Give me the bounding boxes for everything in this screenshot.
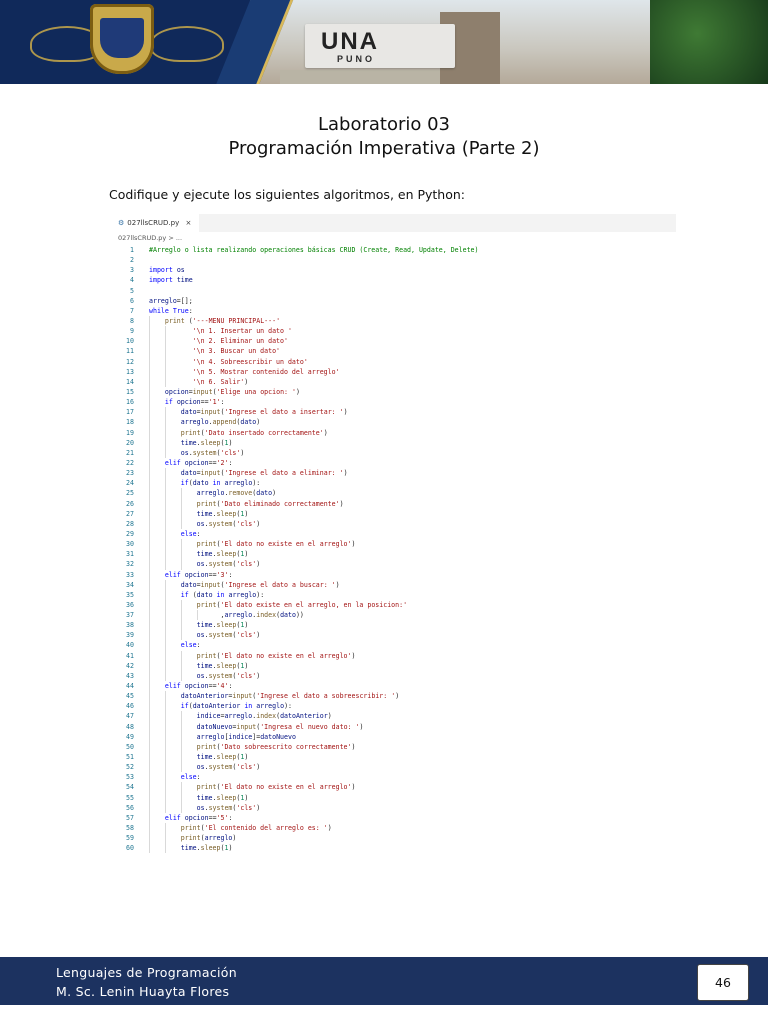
- line-number: 55: [126, 793, 134, 802]
- line-number: 35: [126, 590, 134, 599]
- code-line: [110, 275, 676, 285]
- code-editor: [110, 214, 676, 864]
- code-line: [110, 590, 676, 600]
- line-number: 6: [130, 296, 134, 305]
- code-line: [110, 742, 676, 752]
- line-number: 47: [126, 712, 134, 721]
- sign-main-text: UNA: [321, 28, 379, 55]
- code-line: [110, 316, 676, 326]
- code-text: os.system('cls'): [196, 763, 261, 772]
- code-line: [110, 417, 676, 427]
- code-line: [110, 377, 676, 387]
- line-number: 32: [126, 560, 134, 569]
- line-number: 27: [126, 509, 134, 518]
- code-text: datoNuevo=input('Ingresa el nuevo dato: '): [196, 722, 364, 731]
- line-number: 49: [126, 732, 134, 741]
- code-line: [110, 509, 676, 519]
- line-number: 12: [126, 357, 134, 366]
- code-text: time.sleep(1): [196, 753, 249, 762]
- line-number: 15: [126, 387, 134, 396]
- code-line: [110, 357, 676, 367]
- code-line: [110, 346, 676, 356]
- code-text: '\n 6. Salir'): [192, 377, 249, 386]
- code-text: ,arreglo.index(dato)): [149, 611, 304, 620]
- code-text: '\n 5. Mostrar contenido del arreglo': [192, 367, 340, 376]
- breadcrumb: 027llsCRUD.py > ...: [118, 234, 183, 242]
- line-number: 58: [126, 824, 134, 833]
- una-puno-sign: [305, 24, 455, 68]
- code-line: [110, 255, 676, 265]
- code-text: if opcion=='1':: [164, 398, 225, 407]
- code-line: [110, 772, 676, 782]
- line-number: 52: [126, 763, 134, 772]
- banner-wall: [280, 70, 450, 84]
- code-text: if(dato in arreglo):: [180, 479, 261, 488]
- line-number: 9: [130, 327, 134, 336]
- line-number: 59: [126, 834, 134, 843]
- footer-course: Lenguajes de Programación: [56, 965, 237, 980]
- code-line: [110, 630, 676, 640]
- code-line: [110, 671, 676, 681]
- code-line: [110, 691, 676, 701]
- code-text: while True:: [149, 306, 193, 315]
- footer-author: M. Sc. Lenin Huayta Flores: [56, 984, 230, 999]
- line-number: 4: [130, 276, 134, 285]
- line-number: 20: [126, 438, 134, 447]
- code-text: print('El dato existe en el arreglo, en la posicion:': [196, 600, 408, 609]
- code-line: [110, 539, 676, 549]
- code-text: os.system('cls'): [196, 560, 261, 569]
- line-number: 45: [126, 692, 134, 701]
- code-text: import time: [149, 276, 193, 285]
- code-line: [110, 793, 676, 803]
- line-number: 13: [126, 367, 134, 376]
- line-number: 33: [126, 570, 134, 579]
- line-number: 37: [126, 611, 134, 620]
- code-line: [110, 833, 676, 843]
- code-text: os.system('cls'): [196, 519, 261, 528]
- code-text: time.sleep(1): [196, 621, 249, 630]
- code-text: else:: [180, 641, 201, 650]
- line-number: 7: [130, 306, 134, 315]
- line-number: 19: [126, 428, 134, 437]
- line-number: 14: [126, 377, 134, 386]
- line-number: 22: [126, 458, 134, 467]
- code-line: [110, 722, 676, 732]
- line-number: 31: [126, 550, 134, 559]
- line-number: 10: [126, 337, 134, 346]
- code-line: [110, 640, 676, 650]
- code-text: print('El dato no existe en el arreglo'): [196, 540, 356, 549]
- code-text: elif opcion=='2':: [164, 458, 233, 467]
- code-text: time.sleep(1): [180, 844, 233, 853]
- code-text: print('Dato sobreescrito correctamente'): [196, 742, 356, 751]
- line-number: 44: [126, 682, 134, 691]
- line-number: 34: [126, 580, 134, 589]
- code-text: opcion=input('Elige una opcion: '): [164, 387, 300, 396]
- code-line: [110, 265, 676, 275]
- line-number: 43: [126, 671, 134, 680]
- code-text: os.system('cls'): [196, 671, 261, 680]
- editor-tab[interactable]: [110, 214, 199, 232]
- code-text: indice=arreglo.index(datoAnterior): [196, 712, 332, 721]
- code-line: [110, 600, 676, 610]
- code-line: [110, 387, 676, 397]
- code-text: print('El contenido del arreglo es: '): [180, 824, 332, 833]
- code-line: [110, 701, 676, 711]
- code-text: arreglo[indice]=datoNuevo: [196, 732, 296, 741]
- code-line: [110, 559, 676, 569]
- code-line: [110, 245, 676, 255]
- code-line: [110, 529, 676, 539]
- code-text: print('El dato no existe en el arreglo'): [196, 783, 356, 792]
- code-text: print('Dato insertado correctamente'): [180, 428, 328, 437]
- code-lines: [110, 245, 676, 853]
- code-line: [110, 651, 676, 661]
- line-number: 46: [126, 702, 134, 711]
- line-number: 51: [126, 753, 134, 762]
- tab-label: 027llsCRUD.py: [127, 219, 180, 227]
- code-line: [110, 428, 676, 438]
- line-number: 18: [126, 418, 134, 427]
- code-line: [110, 438, 676, 448]
- code-line: [110, 752, 676, 762]
- line-number: 11: [126, 347, 134, 356]
- line-number: 21: [126, 448, 134, 457]
- code-text: time.sleep(1): [196, 509, 249, 518]
- line-number: 36: [126, 600, 134, 609]
- code-line: [110, 458, 676, 468]
- line-number: 25: [126, 489, 134, 498]
- code-line: [110, 519, 676, 529]
- code-line: [110, 448, 676, 458]
- editor-tab-bar: [110, 214, 676, 232]
- line-number: 57: [126, 813, 134, 822]
- python-file-icon: ⚙: [118, 219, 125, 227]
- code-text: '\n 4. Sobreescribir un dato': [192, 357, 308, 366]
- code-line: [110, 762, 676, 772]
- line-number: 24: [126, 479, 134, 488]
- line-number: 17: [126, 408, 134, 417]
- code-text: dato=input('Ingrese el dato a buscar: '): [180, 580, 340, 589]
- code-line: [110, 813, 676, 823]
- code-text: os.system('cls'): [196, 631, 261, 640]
- code-text: arreglo.append(dato): [180, 418, 261, 427]
- instructions: Codifique y ejecute los siguientes algoritmos, en Python:: [109, 187, 466, 202]
- code-text: import os: [149, 266, 185, 275]
- code-line: [110, 336, 676, 346]
- code-text: elif opcion=='4':: [164, 682, 233, 691]
- line-number: 29: [126, 529, 134, 538]
- code-line: [110, 367, 676, 377]
- code-line: [110, 549, 676, 559]
- lab-title: Laboratorio 03: [317, 114, 451, 135]
- header-banner: [0, 0, 768, 84]
- code-line: [110, 326, 676, 336]
- lab-subtitle: Programación Imperativa (Parte 2): [228, 138, 540, 159]
- code-line: [110, 803, 676, 813]
- code-text: #Arreglo o lista realizando operaciones básicas CRUD (Create, Read, Update, Delete): [149, 246, 479, 254]
- code-line: [110, 823, 676, 833]
- sign-sub-text: PUNO: [337, 54, 376, 64]
- line-number: 56: [126, 803, 134, 812]
- code-line: [110, 570, 676, 580]
- code-text: print('El dato no existe en el arreglo'): [196, 651, 356, 660]
- code-line: [110, 681, 676, 691]
- code-line: [110, 661, 676, 671]
- line-number: 8: [130, 316, 134, 325]
- code-line: [110, 711, 676, 721]
- line-number: 48: [126, 722, 134, 731]
- line-number: 50: [126, 742, 134, 751]
- code-text: else:: [180, 773, 201, 782]
- code-line: [110, 488, 676, 498]
- line-number: 26: [126, 499, 134, 508]
- code-line: [110, 306, 676, 316]
- code-line: [110, 843, 676, 853]
- code-line: [110, 407, 676, 417]
- code-text: arreglo.remove(dato): [196, 489, 277, 498]
- code-text: time.sleep(1): [196, 793, 249, 802]
- code-text: else:: [180, 529, 201, 538]
- line-number: 53: [126, 773, 134, 782]
- code-text: if(datoAnterior in arreglo):: [180, 702, 293, 711]
- line-number: 60: [126, 844, 134, 853]
- code-text: '\n 2. Eliminar un dato': [192, 337, 288, 346]
- university-crest-icon: [90, 4, 154, 74]
- page-number: 46: [697, 964, 749, 1001]
- code-text: '\n 3. Buscar un dato': [192, 347, 281, 356]
- line-number: 28: [126, 519, 134, 528]
- code-line: [110, 296, 676, 306]
- code-text: arreglo=[];: [149, 296, 193, 305]
- code-text: os.system('cls'): [196, 803, 261, 812]
- code-line: [110, 732, 676, 742]
- code-text: elif opcion=='5':: [164, 813, 233, 822]
- code-text: print(arreglo): [180, 834, 237, 843]
- code-text: elif opcion=='3':: [164, 570, 233, 579]
- line-number: 30: [126, 540, 134, 549]
- code-line: [110, 580, 676, 590]
- code-text: time.sleep(1): [180, 438, 233, 447]
- line-number: 1: [130, 246, 134, 254]
- code-line: [110, 397, 676, 407]
- code-text: datoAnterior=input('Ingrese el dato a sobreescribir: '): [180, 692, 400, 701]
- code-line: [110, 286, 676, 296]
- line-number: 2: [130, 256, 134, 265]
- code-line: [110, 610, 676, 620]
- code-line: [110, 499, 676, 509]
- code-text: time.sleep(1): [196, 661, 249, 670]
- code-line: [110, 468, 676, 478]
- line-number: 41: [126, 651, 134, 660]
- line-number: 38: [126, 621, 134, 630]
- line-number: 40: [126, 641, 134, 650]
- code-text: '\n 1. Insertar un dato ': [192, 327, 292, 336]
- code-line: [110, 478, 676, 488]
- code-text: if (dato in arreglo):: [180, 590, 265, 599]
- line-number: 3: [130, 266, 134, 275]
- line-number: 16: [126, 398, 134, 407]
- code-text: print('Dato eliminado correctamente'): [196, 499, 344, 508]
- code-text: dato=input('Ingrese el dato a eliminar: '): [180, 469, 348, 478]
- line-number: 23: [126, 469, 134, 478]
- code-line: [110, 782, 676, 792]
- ornament-right-icon: [150, 26, 224, 62]
- code-text: dato=input('Ingrese el dato a insertar: '): [180, 408, 348, 417]
- line-number: 42: [126, 661, 134, 670]
- line-number: 54: [126, 783, 134, 792]
- code-text: print ('---MENU PRINCIPAL---': [164, 316, 281, 325]
- code-line: [110, 620, 676, 630]
- close-icon[interactable]: ×: [185, 219, 192, 227]
- line-number: 39: [126, 631, 134, 640]
- banner-trees: [650, 0, 768, 84]
- code-text: time.sleep(1): [196, 550, 249, 559]
- footer-bar: [0, 957, 768, 1005]
- line-number: 5: [130, 286, 134, 295]
- code-text: os.system('cls'): [180, 448, 245, 457]
